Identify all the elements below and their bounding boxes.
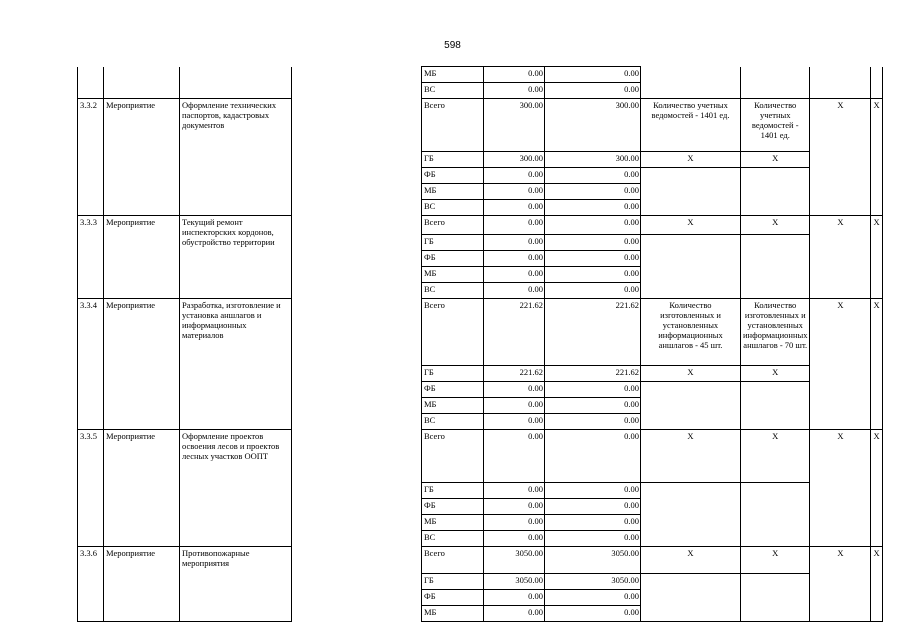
item-name: Противопожарные мероприятия (180, 547, 292, 622)
value-cell: 221.62 (484, 299, 545, 366)
mark-cell: Х (871, 216, 882, 299)
source-cell: Всего (422, 216, 484, 235)
value-cell: 0.00 (545, 606, 641, 622)
source-cell: ГБ (422, 574, 484, 590)
source-cell: МБ (422, 515, 484, 531)
mark-cell (810, 83, 871, 99)
mark-cell (871, 67, 882, 83)
indicator-cell: Х (741, 216, 810, 235)
indicator-cell: Количество изготовленных и установленных информационных аншлагов - 45 шт. (641, 299, 741, 366)
indicator-cell (641, 382, 741, 430)
cont-type-cell (104, 83, 180, 99)
spacer-cell (382, 430, 422, 547)
source-cell: МБ (422, 67, 484, 83)
value-cell: 300.00 (484, 99, 545, 152)
indicator-cell: Х (741, 547, 810, 574)
mark-cell (810, 67, 871, 83)
source-cell: МБ (422, 184, 484, 200)
item-code: 3.3.5 (78, 430, 104, 547)
value-cell: 0.00 (545, 283, 641, 299)
item-code: 3.3.3 (78, 216, 104, 299)
value-cell: 0.00 (545, 515, 641, 531)
indicator-cell (741, 382, 810, 430)
program-table (77, 66, 883, 622)
cont-type-cell (104, 67, 180, 83)
mark-cell: Х (871, 299, 882, 430)
value-cell: 3050.00 (545, 547, 641, 574)
source-cell: ВС (422, 200, 484, 216)
value-cell: 0.00 (545, 83, 641, 99)
table-row (78, 547, 883, 574)
source-cell: ГБ (422, 483, 484, 499)
table-row (78, 67, 883, 83)
indicator-cell (641, 168, 741, 216)
value-cell: 0.00 (545, 414, 641, 430)
value-cell: 300.00 (545, 99, 641, 152)
cont-code-cell (78, 83, 104, 99)
mark-cell: Х (810, 216, 871, 299)
value-cell: 0.00 (484, 283, 545, 299)
value-cell: 0.00 (545, 531, 641, 547)
cont-name-cell (180, 83, 292, 99)
item-type: Мероприятие (104, 99, 180, 216)
source-cell: ВС (422, 83, 484, 99)
source-cell: ГБ (422, 235, 484, 251)
value-cell: 0.00 (545, 67, 641, 83)
spacer-cell (292, 216, 382, 299)
value-cell: 0.00 (484, 216, 545, 235)
indicator-cell: Количество учетных ведомостей - 1401 ед. (641, 99, 741, 152)
value-cell: 0.00 (484, 382, 545, 398)
source-cell: ВС (422, 414, 484, 430)
value-cell: 0.00 (484, 67, 545, 83)
value-cell: 0.00 (484, 531, 545, 547)
spacer-cell (292, 299, 382, 430)
item-type: Мероприятие (104, 216, 180, 299)
indicator-cell: Количество учетных ведомостей - 1401 ед. (741, 99, 810, 152)
indicator-cell (641, 67, 741, 83)
indicator-cell: Х (641, 152, 741, 168)
value-cell: 0.00 (545, 267, 641, 283)
item-code: 3.3.6 (78, 547, 104, 622)
spacer-cell (382, 83, 422, 99)
indicator-cell (741, 168, 810, 216)
indicator-cell (741, 67, 810, 83)
spacer-cell (292, 547, 382, 622)
indicator-cell: Х (641, 216, 741, 235)
value-cell: 0.00 (484, 398, 545, 414)
source-cell: ВС (422, 531, 484, 547)
value-cell: 0.00 (484, 83, 545, 99)
spacer-cell (292, 83, 382, 99)
value-cell: 300.00 (484, 152, 545, 168)
item-type: Мероприятие (104, 299, 180, 430)
value-cell: 0.00 (484, 515, 545, 531)
source-cell: Всего (422, 299, 484, 366)
item-name: Оформление проектов освоения лесов и проектов лесных участков ООПТ (180, 430, 292, 547)
value-cell: 0.00 (545, 168, 641, 184)
value-cell: 0.00 (484, 430, 545, 483)
value-cell: 3050.00 (484, 574, 545, 590)
table-row (78, 83, 883, 99)
value-cell: 0.00 (484, 414, 545, 430)
indicator-cell (641, 83, 741, 99)
item-code: 3.3.4 (78, 299, 104, 430)
indicator-cell (641, 574, 741, 622)
value-cell: 221.62 (545, 366, 641, 382)
mark-cell: Х (810, 299, 871, 430)
spacer-cell (382, 67, 422, 83)
item-type: Мероприятие (104, 430, 180, 547)
value-cell: 221.62 (545, 299, 641, 366)
spacer-cell (382, 99, 422, 216)
value-cell: 0.00 (484, 483, 545, 499)
cont-code-cell (78, 67, 104, 83)
indicator-cell: Х (741, 430, 810, 483)
value-cell: 0.00 (484, 606, 545, 622)
item-name: Разработка, изготовление и установка аншлагов и информационных материалов (180, 299, 292, 430)
value-cell: 0.00 (545, 590, 641, 606)
value-cell: 0.00 (545, 251, 641, 267)
cont-name-cell (180, 67, 292, 83)
mark-cell: Х (871, 430, 882, 547)
value-cell: 0.00 (484, 499, 545, 515)
value-cell: 221.62 (484, 366, 545, 382)
source-cell: МБ (422, 398, 484, 414)
spacer-cell (292, 430, 382, 547)
item-name: Оформление технических паспортов, кадастровых документов (180, 99, 292, 216)
item-name: Текущий ремонт инспекторских кордонов, обустройство территории (180, 216, 292, 299)
value-cell: 0.00 (484, 184, 545, 200)
value-cell: 0.00 (484, 200, 545, 216)
spacer-cell (382, 299, 422, 430)
indicator-cell: Количество изготовленных и установленных информационных аншлагов - 70 шт. (741, 299, 810, 366)
value-cell: 0.00 (545, 235, 641, 251)
value-cell: 0.00 (545, 382, 641, 398)
mark-cell (871, 83, 882, 99)
value-cell: 0.00 (484, 251, 545, 267)
spacer-cell (382, 547, 422, 622)
mark-cell: Х (810, 430, 871, 547)
mark-cell: Х (871, 99, 882, 216)
indicator-cell (741, 483, 810, 547)
value-cell: 0.00 (545, 398, 641, 414)
source-cell: ВС (422, 283, 484, 299)
table-row (78, 299, 883, 366)
value-cell: 0.00 (484, 235, 545, 251)
item-type: Мероприятие (104, 547, 180, 622)
value-cell: 0.00 (545, 483, 641, 499)
value-cell: 300.00 (545, 152, 641, 168)
source-cell: МБ (422, 267, 484, 283)
value-cell: 0.00 (545, 430, 641, 483)
mark-cell: Х (871, 547, 882, 622)
value-cell: 3050.00 (484, 547, 545, 574)
indicator-cell (741, 235, 810, 299)
source-cell: ФБ (422, 382, 484, 398)
indicator-cell: Х (641, 547, 741, 574)
value-cell: 0.00 (484, 168, 545, 184)
source-cell: ГБ (422, 152, 484, 168)
source-cell: ФБ (422, 499, 484, 515)
source-cell: ФБ (422, 251, 484, 267)
spacer-cell (292, 99, 382, 216)
indicator-cell (641, 235, 741, 299)
value-cell: 3050.00 (545, 574, 641, 590)
mark-cell: Х (810, 99, 871, 216)
indicator-cell: Х (641, 366, 741, 382)
value-cell: 0.00 (484, 590, 545, 606)
spacer-cell (292, 67, 382, 83)
mark-cell: Х (810, 547, 871, 622)
source-cell: ФБ (422, 168, 484, 184)
table-row (78, 99, 883, 152)
value-cell: 0.00 (484, 267, 545, 283)
indicator-cell: Х (741, 152, 810, 168)
source-cell: МБ (422, 606, 484, 622)
item-code: 3.3.2 (78, 99, 104, 216)
indicator-cell (641, 483, 741, 547)
value-cell: 0.00 (545, 200, 641, 216)
value-cell: 0.00 (545, 499, 641, 515)
indicator-cell (741, 83, 810, 99)
indicator-cell: Х (641, 430, 741, 483)
page-number: 598 (444, 40, 461, 51)
value-cell: 0.00 (545, 216, 641, 235)
value-cell: 0.00 (545, 184, 641, 200)
table-row (78, 216, 883, 235)
indicator-cell (741, 574, 810, 622)
source-cell: ГБ (422, 366, 484, 382)
source-cell: Всего (422, 547, 484, 574)
table-row (78, 430, 883, 483)
source-cell: Всего (422, 99, 484, 152)
source-cell: ФБ (422, 590, 484, 606)
indicator-cell: Х (741, 366, 810, 382)
spacer-cell (382, 216, 422, 299)
source-cell: Всего (422, 430, 484, 483)
